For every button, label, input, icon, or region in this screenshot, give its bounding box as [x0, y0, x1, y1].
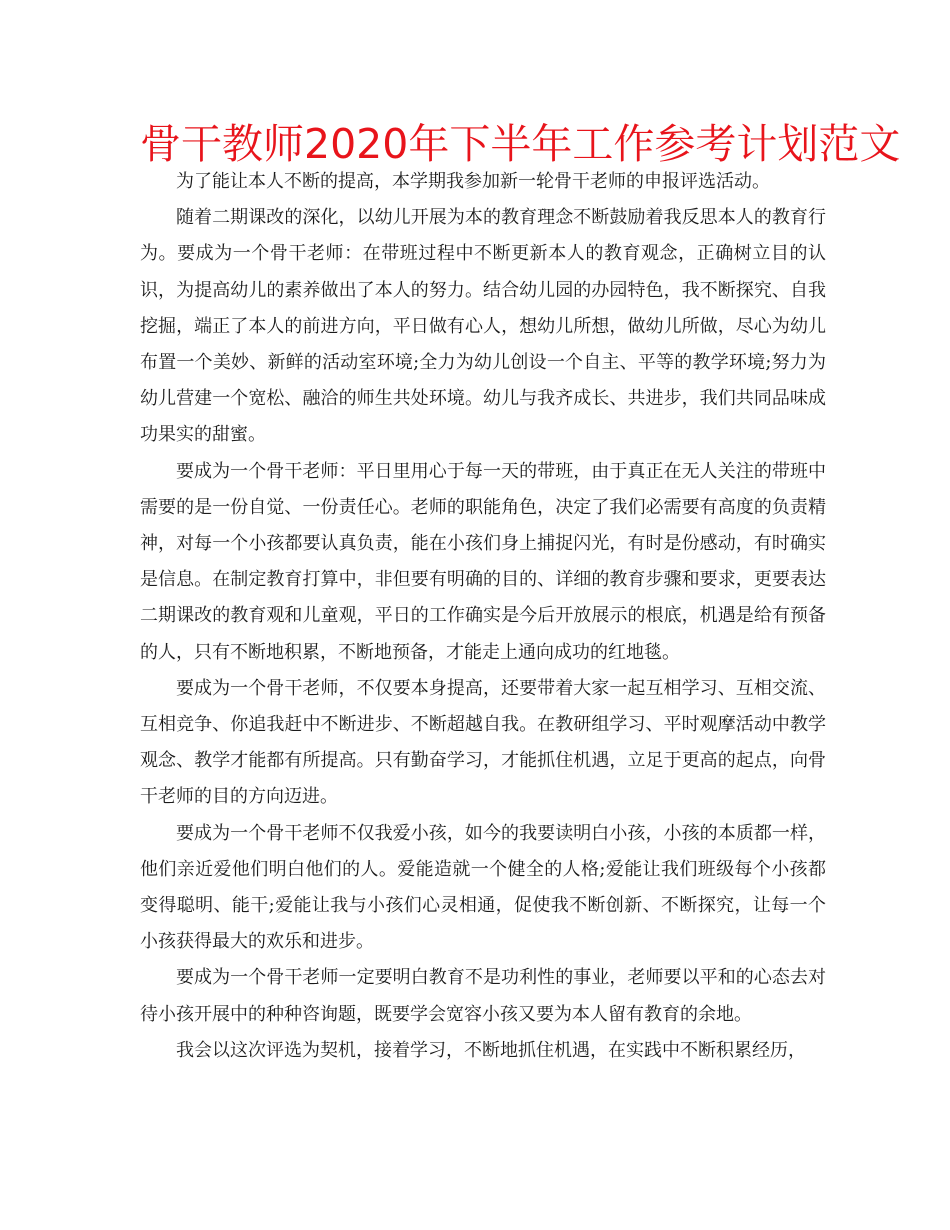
paragraph: 要成为一个骨干老师：平日里用心于每一天的带班，由于真正在无人关注的带班中需要的是一份自觉、一份责任心。老师的职能角色，决定了我们必需要有高度的负责精神，对每一个小孩都要认真负责，能在小孩们身上捕捉闪光，有时是份感动，有时确实是信息。在制定教育打算中，非但要有明确的目的、详细的教育步骤和要求，更要表达二期课改的教育观和儿童观，平日的工作确实是今后开放展示的根底，机遇是给有预备的人，只有不断地积累，不断地预备，才能走上通向成功的红地毯。 — [140, 460, 826, 663]
paragraph: 我会以这次评选为契机，接着学习，不断地抓住机遇，在实践中不断积累经历， — [176, 1039, 806, 1061]
paragraph: 要成为一个骨干老师不仅我爱小孩，如今的我要读明白小孩，小孩的本质都一样，他们亲近爱他们明白他们的人。爱能造就一个健全的人格;爱能让我们班级每个小孩都变得聪明、能干;爱能让我与小孩们心灵相通，促使我不断创新、不断探究，让每一个小孩获得最大的欢乐和进步。 — [140, 822, 826, 953]
document-title: 骨干教师2020年下半年工作参考计划范文 — [140, 120, 901, 168]
document-body — [140, 164, 826, 1069]
paragraph: 要成为一个骨干老师一定要明白教育不是功利性的事业，老师要以平和的心态去对待小孩开展中的种种咨询题，既要学会宽容小孩又要为本人留有教育的余地。 — [140, 967, 826, 1025]
paragraph: 随着二期课改的深化，以幼儿开展为本的教育理念不断鼓励着我反思本人的教育行为。要成为一个骨干老师：在带班过程中不断更新本人的教育观念，正确树立目的认识，为提高幼儿的素养做出了本人的努力。结合幼儿园的办园特色，我不断探究、自我挖掘，端正了本人的前进方向，平日做有心人，想幼儿所想，做幼儿所做，尽心为幼儿布置一个美妙、新鲜的活动室环境;全力为幼儿创设一个自主、平等的教学环境;努力为幼儿营建一个宽松、融洽的师生共处环境。幼儿与我齐成长、共进步，我们共同品味成功果实的甜蜜。 — [140, 207, 826, 446]
paragraph: 要成为一个骨干老师，不仅要本身提高，还要带着大家一起互相学习、互相交流、互相竞争、你追我赶中不断进步、不断超越自我。在教研组学习、平时观摩活动中教学观念、教学才能都有所提高。只有勤奋学习，才能抓住机遇，立足于更高的起点，向骨干老师的目的方向迈进。 — [140, 677, 826, 808]
paragraph: 为了能让本人不断的提高，本学期我参加新一轮骨干老师的申报评选活动。 — [176, 171, 770, 192]
